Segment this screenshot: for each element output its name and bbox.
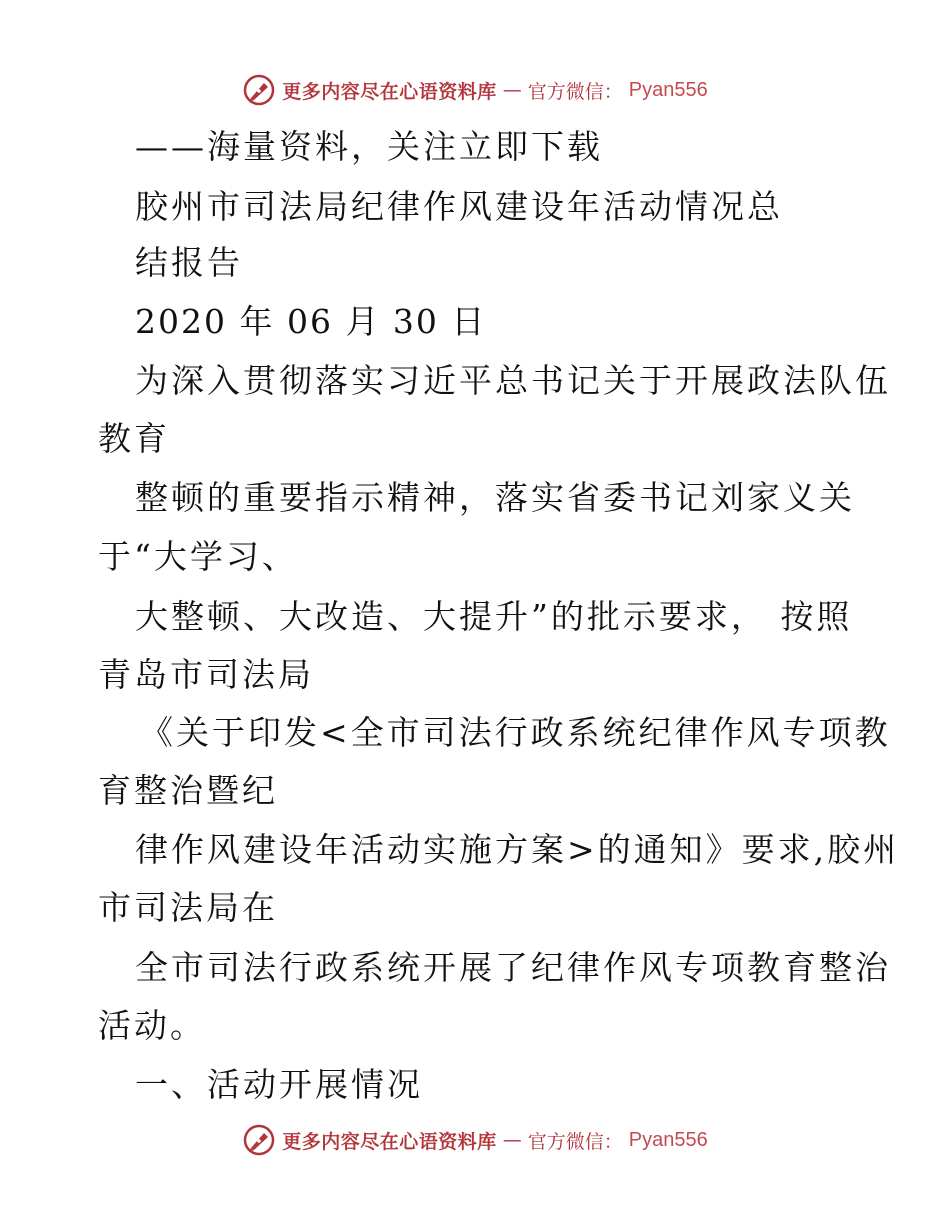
paragraph-line: 育整治暨纪 (98, 771, 278, 810)
watermark-wechat-id: Pyan556 (628, 78, 708, 101)
paragraph-line: 于“大学习、 (98, 537, 298, 576)
watermark-separator: — (502, 79, 522, 101)
watermark-text: 更多内容尽在心语资料库 (282, 1130, 497, 1153)
paragraph-line: 律作风建设年活动实施方案>的通知》要求,胶州 (135, 830, 900, 869)
pen-nib-logo-icon (242, 1123, 276, 1157)
header-watermark (0, 70, 950, 110)
paragraph-line: 为深入贯彻落实习近平总书记关于开展政法队伍 (135, 361, 891, 400)
watermark-label: 官方微信： (527, 1130, 623, 1153)
footer-watermark (0, 1120, 950, 1160)
watermark-label: 官方微信： (527, 80, 623, 103)
subtitle-line: ——海量资料，关注立即下载 (135, 127, 603, 166)
document-date: 2020 年 06 月 30 日 (135, 302, 487, 341)
paragraph-line: 《关于印发<全市司法行政系统纪律作风专项教 (140, 713, 891, 752)
section-heading: 一、活动开展情况 (135, 1065, 423, 1104)
watermark-separator: — (502, 1129, 522, 1151)
watermark-text: 更多内容尽在心语资料库 (282, 80, 497, 103)
paragraph-line: 活动。 (98, 1006, 206, 1045)
watermark-wechat-id: Pyan556 (628, 1128, 708, 1151)
paragraph-line: 青岛市司法局 (98, 655, 314, 694)
paragraph-line: 全市司法行政系统开展了纪律作风专项教育整治 (135, 948, 891, 987)
paragraph-line: 市司法局在 (98, 888, 278, 927)
paragraph-line: 教育 (98, 419, 170, 458)
paragraph-line: 大整顿、大改造、大提升”的批示要求， 按照 (135, 597, 853, 636)
pen-nib-logo-icon (242, 73, 276, 107)
document-title-line-1: 胶州市司法局纪律作风建设年活动情况总 (135, 187, 783, 226)
paragraph-line: 整顿的重要指示精神，落实省委书记刘家义关 (135, 478, 855, 517)
document-title-line-2: 结报告 (135, 243, 243, 282)
